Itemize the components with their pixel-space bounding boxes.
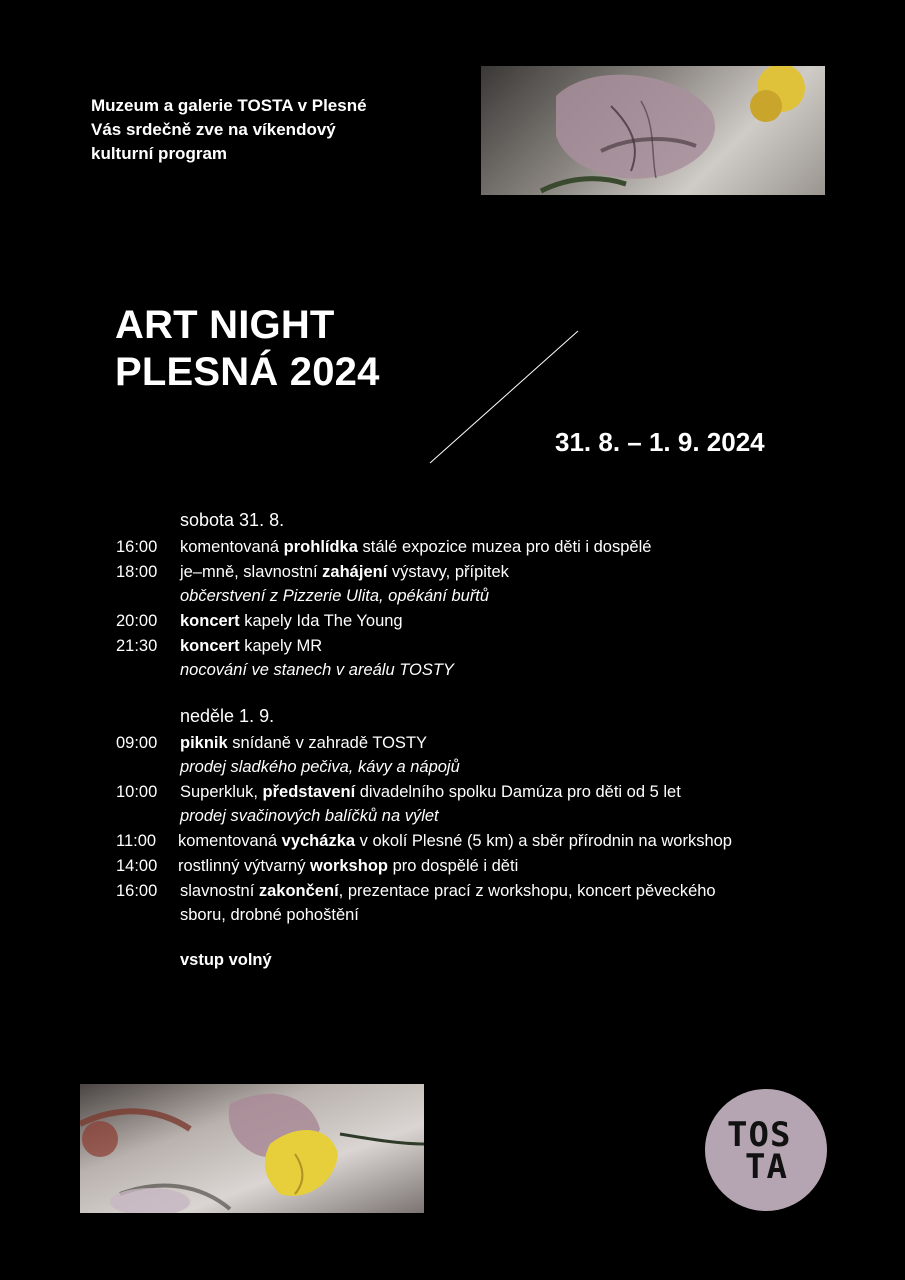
program-text: rostlinný výtvarný workshop pro dospělé i děti: [178, 857, 519, 875]
program-text: je–mně, slavnostní zahájení výstavy, přípitek: [180, 563, 509, 581]
intro-line-3: kulturní program: [91, 144, 228, 163]
program-text: koncert kapely Ida The Young: [180, 612, 403, 630]
program-note: prodej svačinových balíčků na výlet: [180, 807, 439, 825]
flower-photo-bottom: [80, 1084, 424, 1213]
program-note: občerstvení z Pizzerie Ulita, opékání buřtů: [180, 587, 490, 605]
program-time: 20:00: [116, 612, 158, 630]
program-text: piknik snídaně v zahradě TOSTY: [180, 734, 428, 752]
diagonal-line: [0, 0, 905, 500]
program-time: 10:00: [116, 783, 158, 801]
tosta-logo: [705, 1089, 827, 1211]
program-time: 09:00: [116, 734, 158, 752]
logo-line-1: TOS: [727, 1115, 792, 1155]
program-note: nocování ve stanech v areálu TOSTY: [180, 661, 454, 679]
program-time: 14:00: [116, 857, 158, 875]
program-time: 11:00: [116, 832, 157, 850]
title-line-2: PLESNÁ 2024: [115, 350, 380, 394]
program-time: 16:00: [116, 882, 158, 900]
saturday-heading: sobota 31. 8.: [180, 510, 285, 530]
intro-line-2: Vás srdečně zve na víkendový: [91, 120, 336, 139]
program-continuation: sboru, drobné pohoštění: [180, 906, 359, 924]
program-time: 18:00: [116, 563, 158, 581]
intro-line-1: Muzeum a galerie TOSTA v Plesné: [91, 96, 367, 115]
logo-line-2: TA: [745, 1147, 788, 1187]
event-dates: 31. 8. – 1. 9. 2024: [555, 427, 765, 457]
program-time: 16:00: [116, 538, 158, 556]
free-entry-label: vstup volný: [180, 951, 272, 969]
sunday-heading: neděle 1. 9.: [180, 706, 275, 726]
program-time: 21:30: [116, 637, 158, 655]
program-text: koncert kapely MR: [180, 637, 323, 655]
program-text: komentovaná vycházka v okolí Plesné (5 km) a sběr přírodnin na workshop: [178, 832, 732, 850]
program-note: prodej sladkého pečiva, kávy a nápojů: [180, 758, 460, 776]
program-text: Superkluk, představení divadelního spolku Damúza pro děti od 5 let: [180, 783, 681, 801]
title-line-1: ART NIGHT: [115, 303, 335, 347]
program-text: slavnostní zakončení, prezentace prací z workshopu, koncert pěveckého: [180, 882, 716, 900]
program-text: komentovaná prohlídka stálé expozice muzea pro děti i dospělé: [180, 538, 652, 556]
